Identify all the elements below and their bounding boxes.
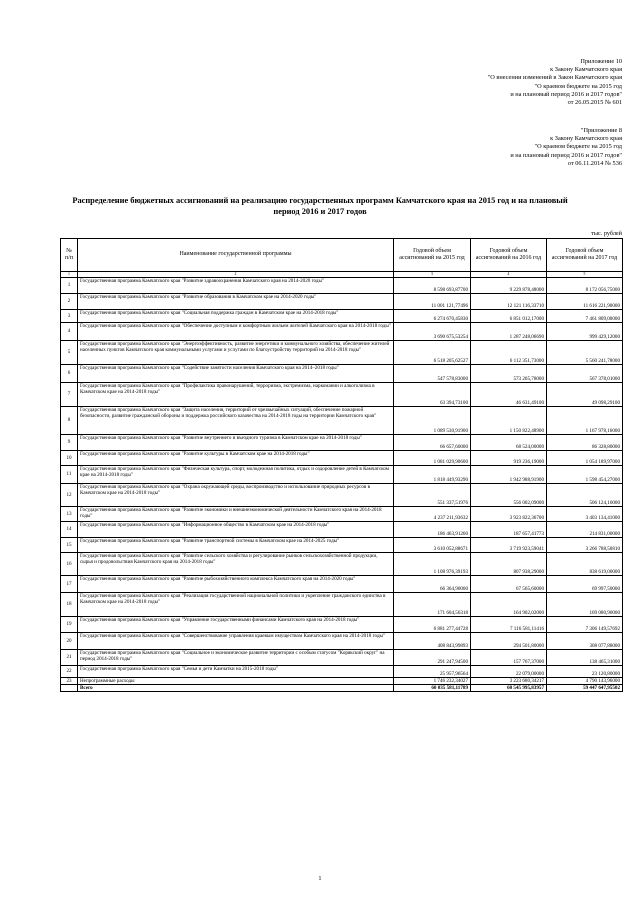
value-2017: 7 461 809,00000 (547, 309, 623, 322)
row-number: 10 (61, 450, 78, 465)
table-row (61, 677, 623, 684)
program-name: Государственная программа Камчатского края "Социальная поддержка граждан в Камчатском крае на 2014-2018 годы" (78, 309, 394, 322)
total-2017: 59 447 647,95502 (547, 684, 623, 691)
program-name: Государственная программа Камчатского края "Реализация государственной национальной политики и укрепление гражданского единства в Камчатском крае на 2014-2018 годы" (78, 592, 394, 616)
program-name: Государственная программа Камчатского края "Развитие образования в Камчатском крае на 2014-2020 годы" (78, 293, 394, 309)
total-num (61, 684, 78, 691)
value-2015: 8 598 693,87700 (394, 277, 471, 293)
value-2015: 1 081 029,90600 (394, 450, 471, 465)
header-num: № п/п (61, 239, 78, 272)
value-2017: 999 429,12000 (547, 322, 623, 340)
table-row (61, 575, 623, 592)
value-2016: 919 236,19000 (471, 450, 547, 465)
header-line: "О краевом бюджете на 2015 год (534, 143, 622, 151)
header-line: к Закону Камчатского края (550, 135, 622, 143)
header-line: и на плановый период 2016 и 2017 годов" (510, 90, 622, 98)
value-2015: 1 108 976,39193 (394, 552, 471, 575)
row-number: 11 (61, 465, 78, 483)
column-index: 3 (394, 272, 471, 278)
value-2015: 3 690 675,53254 (394, 322, 471, 340)
program-name: Государственная программа Камчатского края "Защита населения, территорий от чрезвычайных ситуаций, обеспечение пожарной безопасности, развитие гражданской обороны и поддержка российского казачества на 2014-2018 годы на территории Камчатского края" (78, 406, 394, 434)
row-number: 7 (61, 382, 78, 406)
value-2016: 164 902,02000 (471, 592, 547, 616)
column-index: 4 (471, 272, 547, 278)
appendix-8-header (510, 127, 622, 168)
page-number: 1 (318, 875, 322, 882)
row-number: 8 (61, 406, 78, 434)
program-name: Государственная программа Камчатского края "Информационное общество в Камчатском крае на 2014-2018 годы" (78, 521, 394, 537)
program-name: Государственная программа Камчатского края "Физическая культура, спорт, молодежная политика, отдых и оздоровление детей в Камчатском крае на 2014-2018 годы" (78, 465, 394, 483)
value-2016: 1 287 248,06690 (471, 322, 547, 340)
row-number: 6 (61, 364, 78, 382)
row-number: 2 (61, 293, 78, 309)
table-row (61, 665, 623, 677)
row-number: 15 (61, 537, 78, 552)
value-2016: 12 121 116,33710 (471, 293, 547, 309)
program-name: Государственная программа Камчатского края "Развитие транспортной системы в Камчатском крае на 2014-2025 годы" (78, 537, 394, 552)
total-row (61, 684, 623, 691)
row-number: 3 (61, 309, 78, 322)
row-number: 21 (61, 649, 78, 665)
table-row (61, 506, 623, 521)
header-line: "О краевом бюджете на 2015 год (534, 82, 622, 90)
value-2016: 294 501,80000 (471, 632, 547, 649)
program-name: Государственная программа Камчатского края "Развитие сельского хозяйства и регулирование рынков сельскохозяйственной продукции, сырья и продовольствия Камчатского края на 2014-2018 годы" (78, 552, 394, 575)
program-name: Государственная программа Камчатского края "Совершенствование управления краевым имуществом Камчатского края на 2014-2018 годы" (78, 632, 394, 649)
value-2017: 23 120,80000 (547, 665, 623, 677)
value-2017: 308 077,88000 (547, 632, 623, 649)
value-2017: 4 790 143,96000 (547, 677, 623, 684)
appendix-10-header (488, 58, 622, 107)
program-name: Государственная программа Камчатского края "Развитие внутреннего и въездного туризма в Камчатском крае на 2014-2018 годы" (78, 434, 394, 450)
table-row (61, 406, 623, 434)
value-2015: 6 274 670,45830 (394, 309, 471, 322)
value-2015: 6 881 277,44728 (394, 616, 471, 632)
value-2016: 1 150 822,48900 (471, 406, 547, 434)
table-row (61, 649, 623, 665)
value-2017: 11 616 221,90000 (547, 293, 623, 309)
table-row (61, 483, 623, 506)
table-row (61, 450, 623, 465)
table-row (61, 309, 623, 322)
value-2015: 6 518 205,62527 (394, 340, 471, 364)
row-number: 18 (61, 592, 78, 616)
column-index: 1 (61, 272, 78, 278)
row-number: 9 (61, 434, 78, 450)
header-2016: Годовой объем ассигнований на 2016 год (471, 239, 547, 272)
value-2016: 9 229 878,48000 (471, 277, 547, 293)
table-row (61, 537, 623, 552)
table-row (61, 382, 623, 406)
column-index: 2 (78, 272, 394, 278)
value-2017: 7 306 149,57692 (547, 616, 623, 632)
header-line: и на плановый период 2016 и 2017 годов" (510, 151, 622, 159)
table-row (61, 521, 623, 537)
program-name: Государственная программа Камчатского края "Содействие занятости населения Камчатского края на 2014–2018 годы" (78, 364, 394, 382)
value-2017: 3 403 134,41000 (547, 506, 623, 521)
column-index: 5 (547, 272, 623, 278)
total-2016: 60 545 995,83957 (471, 684, 547, 691)
program-name: Государственная программа Камчатского края "Охрана окружающей среды, воспроизводство и использование природных ресурсов в Камчатском крае на 2014-2018 годы" (78, 483, 394, 506)
row-number: 17 (61, 575, 78, 592)
header-name: Наименование государственной программы (78, 239, 394, 272)
total-2015: 60 035 581,11789 (394, 684, 471, 691)
value-2015: 3 610 052,88671 (394, 537, 471, 552)
value-2015: 547 578,83000 (394, 364, 471, 382)
value-2016: 1 942 988,91900 (471, 465, 547, 483)
value-2016: 556 002,09000 (471, 483, 547, 506)
program-name: Государственная программа Камчатского края "Развитие здравоохранения Камчатского края на 2014-2020 годы" (78, 277, 394, 293)
program-name: Государственная программа Камчатского края "Профилактика правонарушений, терроризма, экстремизма, наркомании и алкоголизма в Камчатском крае на 2014-2018 годы" (78, 382, 394, 406)
value-2017: 567 378,01000 (547, 364, 623, 382)
value-2017: 169 080,90000 (547, 592, 623, 616)
value-2015: 551 337,51976 (394, 483, 471, 506)
row-number: 5 (61, 340, 78, 364)
table-header-row (61, 239, 623, 272)
value-2015: 1 089 530,91900 (394, 406, 471, 434)
row-number: 19 (61, 616, 78, 632)
header-2015: Годовой объем ассигнований на 2015 год (394, 239, 471, 272)
header-line: от 26.05.2015 № 601 (567, 99, 622, 107)
value-2016: 46 631,49100 (471, 382, 547, 406)
table-row (61, 552, 623, 575)
program-name: Государственная программа Камчатского края "Развитие экономики и внешнеэкономической деятельности Камчатского края на 2014-2018 годы" (78, 506, 394, 521)
program-name: Государственная программа Камчатского края "Обеспечение доступным и комфортным жильем жителей Камчатского края на 2014-2018 годы" (78, 322, 394, 340)
value-2015: 1 746 232,34027 (394, 677, 471, 684)
table-row (61, 465, 623, 483)
table-row (61, 340, 623, 364)
row-number: 16 (61, 552, 78, 575)
table-row (61, 434, 623, 450)
value-2016: 3 223 680,34217 (471, 677, 547, 684)
value-2017: 3 266 788,50810 (547, 537, 623, 552)
program-name: Государственная программа Камчатского края "Энергоэффективность, развитие энергетики и коммунального хозяйства, обеспечение жителей населенных пунктов Камчатского края коммунальными услугами и услугами по благоустройству территорий на 2014-2018 годы" (78, 340, 394, 364)
value-2017: 49 098,29100 (547, 382, 623, 406)
value-2015: 66 364,90000 (394, 575, 471, 592)
value-2017: 838 619,00000 (547, 552, 623, 575)
row-number: 12 (61, 483, 78, 506)
value-2017: 69 997,50000 (547, 575, 623, 592)
program-name: Государственная программа Камчатского края "Управление государственными финансами Камчатского края на 2014-2018 годы" (78, 616, 394, 632)
header-line: "Приложение 8 (580, 127, 622, 134)
table-row (61, 322, 623, 340)
value-2017: 5 560 241,78000 (547, 340, 623, 364)
value-2016: 6 112 351,73000 (471, 340, 547, 364)
value-2015: 4 237 211,93632 (394, 506, 471, 521)
value-2017: 506 124,16000 (547, 483, 623, 506)
value-2017: 1 054 189,97000 (547, 450, 623, 465)
header-line: к Закону Камчатского края (550, 66, 622, 74)
value-2016: 7 116 581,11416 (471, 616, 547, 632)
row-number: 13 (61, 506, 78, 521)
value-2015: 186 463,91260 (394, 521, 471, 537)
program-name: Государственная программа Камчатского края "Развитие рыбохозяйственного комплекса Камчатского края на 2014-2020 годы" (78, 575, 394, 592)
value-2015: 408 843,99893 (394, 632, 471, 649)
value-2016: 807 938,29000 (471, 552, 547, 575)
total-label: Всего (78, 684, 394, 691)
value-2016: 187 657,41773 (471, 521, 547, 537)
value-2016: 157 767,37000 (471, 649, 547, 665)
value-2016: 3 719 923,59041 (471, 537, 547, 552)
value-2015: 63 394,73100 (394, 382, 471, 406)
row-number: 1 (61, 277, 78, 293)
value-2016: 67 565,60000 (471, 575, 547, 592)
value-2017: 214 831,00000 (547, 521, 623, 537)
value-2015: 11 001 121,77496 (394, 293, 471, 309)
value-2017: 1 598 454,27000 (547, 465, 623, 483)
program-name: Непрограммные расходы (78, 677, 394, 684)
program-name: Государственная программа Камчатского края "Развитие культуры в Камчатском крае на 2014-2018 годы" (78, 450, 394, 465)
value-2016: 22 079,00000 (471, 665, 547, 677)
table-row (61, 364, 623, 382)
value-2015: 291 247,94500 (394, 649, 471, 665)
budget-table (60, 238, 623, 692)
value-2015: 171 604,56318 (394, 592, 471, 616)
value-2017: 8 172 056,75000 (547, 277, 623, 293)
value-2016: 6 851 012,17000 (471, 309, 547, 322)
row-number: 22 (61, 665, 78, 677)
value-2017: 1 167 978,16000 (547, 406, 623, 434)
value-2015: 1 818 449,93290 (394, 465, 471, 483)
program-name: Государственная программа Камчатского края "Социальное и экономическое развитие территории с особым статусом "Корякский округ" на период 2014-2018 годы" (78, 649, 394, 665)
value-2017: 138 465,31000 (547, 649, 623, 665)
value-2017: 86 328,80000 (547, 434, 623, 450)
header-2017: Годовой объем ассигнований на 2017 год (547, 239, 623, 272)
header-line: Приложение 10 (580, 58, 622, 65)
value-2015: 25 957,96564 (394, 665, 471, 677)
table-row (61, 592, 623, 616)
table-row (61, 616, 623, 632)
header-line: от 06.11.2014 № 536 (567, 159, 622, 167)
value-2015: 66 657,60000 (394, 434, 471, 450)
row-number: 4 (61, 322, 78, 340)
row-number: 20 (61, 632, 78, 649)
table-row (61, 293, 623, 309)
value-2016: 573 265,78000 (471, 364, 547, 382)
value-2016: 3 923 822,36700 (471, 506, 547, 521)
document-title: Распределение бюджетных ассигнований на реализацию государственных программ Камчатского края на 2015 год и на плановый период 2016 и 2017 годов (72, 196, 568, 216)
row-number: 23 (61, 677, 78, 684)
row-number: 14 (61, 521, 78, 537)
table-row (61, 632, 623, 649)
header-line: "О внесении изменений в Закон Камчатского края (487, 74, 622, 82)
table-row (61, 277, 623, 293)
program-name: Государственная программа Камчатского края "Семья и дети Камчатки на 2015-2018 годы" (78, 665, 394, 677)
units-label: тыс. рублей (591, 230, 622, 237)
value-2016: 68 524,00000 (471, 434, 547, 450)
